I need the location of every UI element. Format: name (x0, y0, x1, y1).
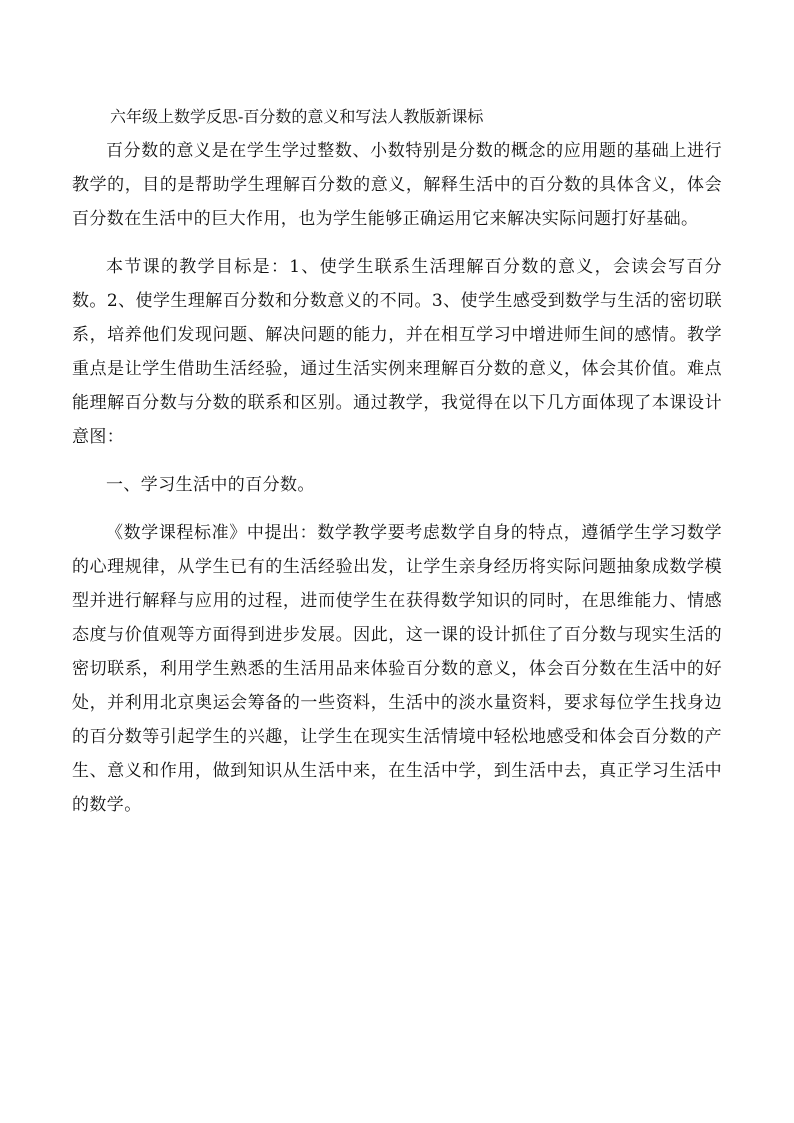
document-body (72, 100, 722, 822)
paragraph-curriculum: 《数学课程标准》中提出：数学教学要考虑数学自身的特点，遵循学生学习数学的心理规律，从学生已有的生活经验出发，让学生亲身经历将实际问题抽象成数学模型并进行解释与应用的过程，进而使学生在获得数学知识的同时，在思维能力、情感态度与价值观等方面得到进步发展。因此，这一课的设计抓住了百分数与现实生活的密切联系，利用学生熟悉的生活用品来体验百分数的意义，体会百分数在生活中的好处，并利用北京奥运会筹备的一些资料，生活中的淡水量资料，要求每位学生找身边的百分数等引起学生的兴趣，让学生在现实生活情境中轻松地感受和体会百分数的产生、意义和作用，做到知识从生活中来，在生活中学，到生活中去，真正学习生活中的数学。 (72, 523, 722, 815)
paragraph-objectives: 本节课的教学目标是：1、使学生联系生活理解百分数的意义，会读会写百分数。2、使学生理解百分数和分数意义的不同。3、使学生感受到数学与生活的密切联系，培养他们发现问题、解决问题的能力，并在相互学习中增进师生间的感情。教学重点是让学生借助生活经验，通过生活实例来理解百分数的意义，体会其价值。难点能理解百分数与分数的联系和区别。通过教学，我觉得在以下几方面体现了本课设计意图： (72, 257, 722, 447)
paragraph-intro: 百分数的意义是在学生学过整数、小数特别是分数的概念的应用题的基础上进行教学的，目的是帮助学生理解百分数的意义，解释生活中的百分数的具体含义，体会百分数在生活中的巨大作用，也为学生能够正确运用它来解决实际问题打好基础。 (72, 141, 722, 229)
document-title: 六年级上数学反思-百分数的意义和写法人教版新课标 (110, 107, 484, 126)
section-heading: 一、学习生活中的百分数。 (106, 475, 315, 495)
